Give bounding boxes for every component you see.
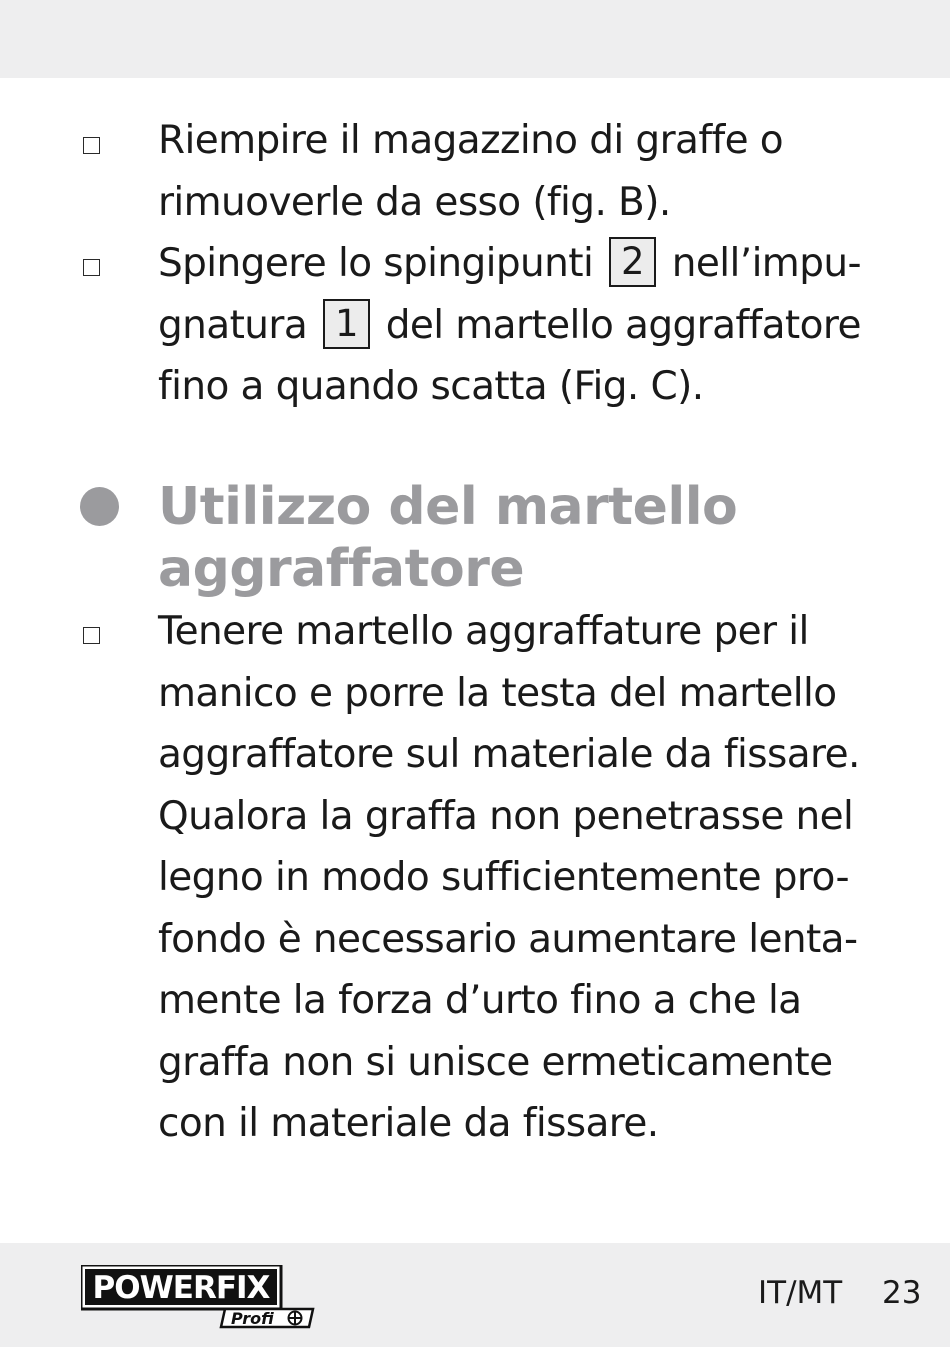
part-reference-badge: 1: [323, 299, 370, 349]
instruction-line: mente la forza d’urto fino a che la: [158, 978, 802, 1023]
instruction-line: fondo è necessario aumentare lenta-: [158, 916, 858, 962]
instruction-line: Tenere martello aggraffature per il: [158, 609, 809, 654]
instruction-line: [158, 233, 878, 295]
instruction-item-1: [158, 110, 878, 233]
instruction-text: Spingere lo spingipunti: [158, 241, 594, 286]
section-heading-line: Utilizzo del martello: [158, 477, 738, 537]
checkbox-icon: [83, 627, 100, 644]
brand-text: POWERFIX: [92, 1270, 270, 1306]
section-bullet-icon: [80, 487, 119, 526]
instruction-line: legno in modo sufficientemente pro-: [158, 855, 849, 900]
instruction-text: del martello aggraffatore: [385, 302, 861, 348]
instruction-item-2: [158, 233, 878, 418]
header-band: [0, 0, 950, 78]
instruction-line: Riempire il magazzino di graffe o: [158, 118, 784, 163]
instruction-line: con il materiale da fissare.: [158, 1101, 659, 1146]
instruction-line: graffa non si unisce ermeticamente: [158, 1039, 833, 1085]
section-heading: [158, 476, 737, 600]
page-number: 23: [882, 1275, 922, 1311]
instruction-item-3: [158, 601, 878, 1155]
instruction-line: manico e porre la testa del martello: [158, 670, 837, 716]
section-heading-line: aggraffatore: [158, 539, 525, 599]
instruction-line: fino a quando scatta (Fig. C).: [158, 364, 704, 409]
instruction-text: nell’impu-: [671, 241, 861, 286]
instruction-line: Qualora la graffa non penetrasse nel: [158, 793, 854, 839]
checkbox-icon: [83, 137, 100, 154]
language-code: IT/MT: [758, 1275, 843, 1311]
instruction-line: aggraffatore sul materiale da fissare.: [158, 732, 860, 777]
powerfix-logo: [81, 1265, 317, 1329]
instruction-text: gnatura: [158, 302, 308, 348]
checkbox-icon: [83, 259, 100, 276]
sub-brand-text: Profi: [231, 1309, 274, 1328]
instruction-line: [158, 295, 878, 357]
instruction-line: rimuoverle da esso (fig. B).: [158, 179, 671, 225]
part-reference-badge: 2: [609, 237, 656, 287]
